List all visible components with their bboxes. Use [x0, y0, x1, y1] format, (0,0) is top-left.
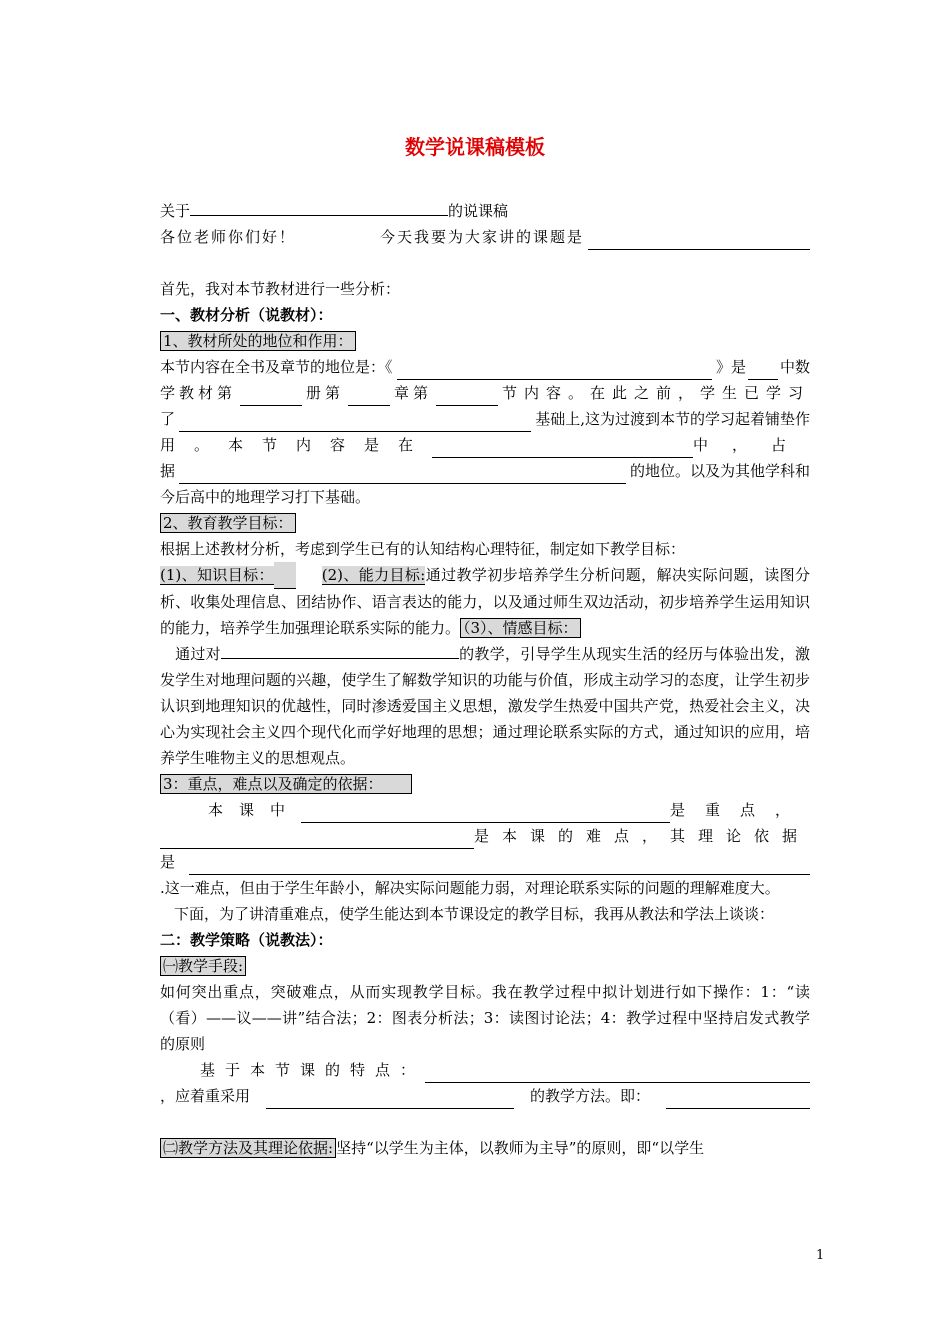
text: 》是: [715, 358, 746, 376]
blank: [301, 805, 670, 823]
subheading-goals: 2、教育教学目标：: [160, 513, 296, 533]
text: 中数: [779, 358, 810, 376]
about-suffix: 的说课稿: [448, 202, 509, 220]
blank: [266, 1091, 514, 1109]
goals-paragraph: [160, 562, 810, 641]
feature-line-1: [160, 1057, 810, 1083]
text: 是: [160, 853, 176, 871]
material-line-6: 今后高中的地理学习打下基础。: [160, 488, 371, 506]
material-line-5: [160, 458, 810, 484]
methods-text: 坚持“以学生为主体，以教师为主导”的原则，即“以学生: [336, 1139, 705, 1157]
text: ，应着重采用: [160, 1087, 251, 1105]
text: 册第: [305, 384, 344, 402]
goal-ability: (2)、能力目标:: [321, 566, 426, 584]
text: 是重点，: [669, 801, 810, 819]
keypoint-line-3: [160, 849, 810, 875]
blank: [666, 1091, 810, 1109]
goal-ability-text: 通过教学初步培养学生分析问题，解决实际问题，读图分析、收集处理信息、团结协作、语言表达的能力，以及通过师生双边活动，初步培养学生运用知识的能力，培养学生加强理论联系实际的能力。: [160, 566, 811, 637]
blank: [436, 388, 498, 406]
material-line-2: [160, 380, 810, 406]
intro-text: 首先，我对本节教材进行一些分析：: [160, 280, 401, 298]
feature-line-2: [160, 1083, 810, 1109]
keypoint-explanation: .这一难点，但由于学生年龄小，解决实际问题能力弱，对理论联系实际的问题的理解难度大。: [160, 879, 780, 897]
blank: [588, 232, 810, 250]
text: 本节内容在全书及章节的地位是：《: [160, 358, 393, 376]
text: 是本课的难点，其理论依据: [473, 827, 810, 845]
subheading-methods: ㈡教学方法及其理论依据:: [160, 1138, 336, 1158]
text: 基础上,这为过渡到本节的学习起着铺垫作: [535, 410, 810, 428]
text: 学教材第: [160, 384, 237, 402]
blank: [189, 857, 810, 875]
text: 基于本节课的特点：: [200, 1061, 426, 1079]
keypoint-line-1: [160, 797, 810, 823]
document-body: [160, 198, 810, 1161]
text: 节内容。在此之前，学生已学习: [501, 384, 810, 402]
subheading-position: 1、教材所处的地位和作用：: [160, 331, 356, 351]
text: 的教学，引导学生从现实生活的经历与体验出发，激发学生对地理问题的兴趣，使学生了解数学知识的功能与价值，形成主动学习的态度，让学生初步认识到地理知识的优越性，同时渗透爱国主义思想，激发学生热爱中国共产党，热爱社会主义，决心为实现社会主义四个现代化而学好地理的思想；通过理论联系实际的方式，通过知识的应用，培养学生唯物主义的思想观点。: [160, 645, 810, 767]
topic-prompt: 今天我要为大家讲的课题是: [379, 228, 584, 246]
section-heading-2: 二：教学策略（说教法）：: [160, 931, 333, 949]
blank: [179, 466, 626, 484]
text: 的教学方法。即：: [529, 1087, 650, 1105]
text: 据: [160, 462, 176, 480]
blank: [348, 388, 390, 406]
subheading-means: ㈠教学手段:: [160, 956, 246, 976]
about-prefix: 关于: [160, 202, 191, 220]
text: 通过对: [175, 645, 221, 663]
goal-emotion: （3）、情感目标：: [460, 618, 581, 638]
blank: [397, 362, 712, 380]
page-number: 1: [816, 1248, 825, 1263]
blank: [160, 831, 474, 849]
material-line-4: [160, 432, 810, 458]
text: 本课中: [208, 801, 302, 819]
about-line: [160, 198, 810, 224]
greeting-line: [160, 224, 810, 250]
material-line-1: [160, 354, 810, 380]
blank: [190, 198, 448, 216]
blank: [240, 388, 302, 406]
keypoint-line-2: [160, 823, 810, 849]
method-line: [160, 1135, 810, 1161]
section-heading-1: 一、教材分析（说教材）：: [160, 306, 333, 324]
blank: [179, 414, 531, 432]
text: 章第: [393, 384, 432, 402]
blank: [432, 440, 693, 458]
greeting: 各位老师你们好！: [160, 228, 297, 246]
blank: [425, 1065, 810, 1083]
goal-knowledge: (1)、知识目标：: [160, 566, 274, 584]
means-text: 如何突出重点，突破难点，从而实现教学目标。我在教学过程中拟计划进行如下操作：1：“读（看）——议——讲”结合法；2：图表分析法；3：读图讨论法；4：教学过程中坚持启发式教学的原则: [160, 983, 810, 1053]
text: 用。本节内容是在: [160, 436, 433, 454]
subheading-keypoints: 3：重点，难点以及确定的依据：: [160, 774, 412, 794]
page-title: 数学说课稿模板: [405, 135, 545, 159]
text: 的地位。以及为其他学科和: [629, 462, 810, 480]
transition-text: 下面，为了讲清重难点，使学生能达到本节课设定的教学目标，我再从教法和学法上谈谈：: [174, 905, 775, 923]
goals-intro: 根据上述教材分析，考虑到学生已有的认知结构心理特征，制定如下教学目标：: [160, 540, 686, 558]
blank: [221, 641, 459, 659]
blank: [748, 362, 778, 380]
text: 中，占: [692, 436, 810, 454]
text: 了: [160, 410, 176, 428]
emotion-paragraph: [160, 641, 810, 771]
material-line-3: [160, 406, 810, 432]
